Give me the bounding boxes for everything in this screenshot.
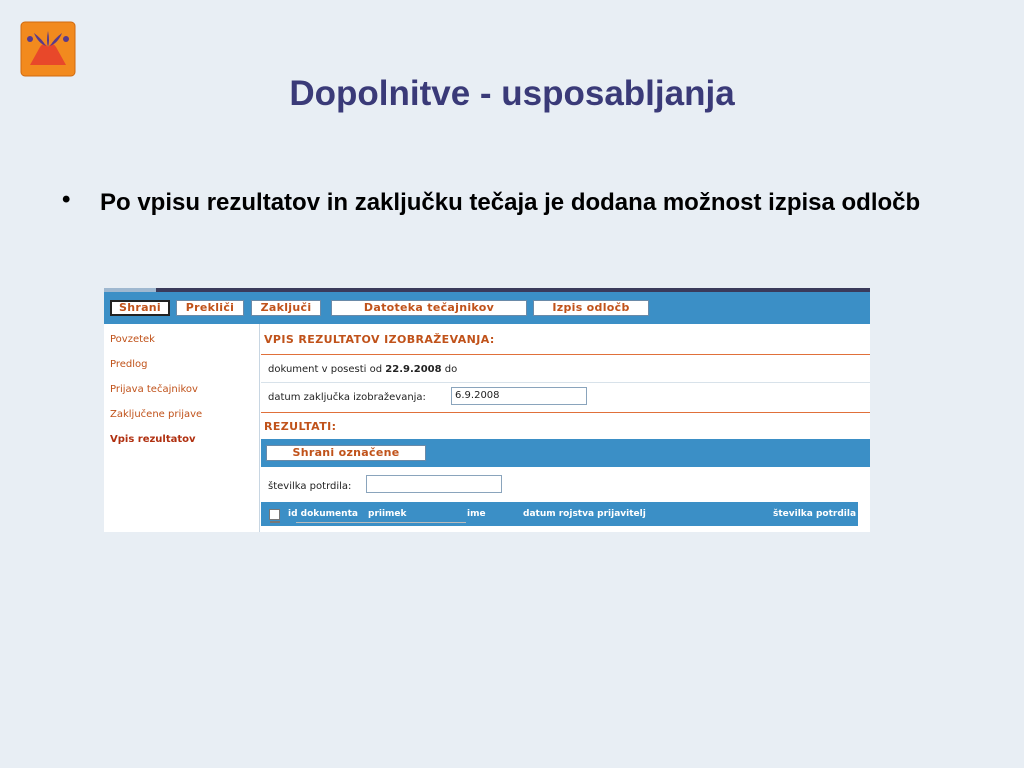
- participants-file-button[interactable]: Datoteka tečajnikov: [331, 300, 527, 316]
- results-toolbar: [261, 439, 870, 467]
- sidebar: [104, 324, 260, 532]
- certificate-number-input[interactable]: [366, 475, 502, 493]
- doc-prefix: dokument v posesti od: [268, 364, 383, 375]
- table-row: [266, 521, 506, 523]
- closing-date-label: datum zaključka izobraževanja:: [268, 392, 426, 403]
- doc-date: 22.9.2008: [385, 364, 442, 375]
- document-possession-row: [268, 364, 457, 375]
- print-decisions-button[interactable]: Izpis odločb: [533, 300, 649, 316]
- sidebar-item-summary[interactable]: Povzetek: [110, 334, 155, 345]
- divider: [261, 382, 870, 383]
- select-all-checkbox[interactable]: [269, 509, 280, 520]
- toolbar: [104, 292, 870, 324]
- sidebar-item-enter-results[interactable]: Vpis rezultatov: [110, 434, 196, 445]
- cancel-button[interactable]: Prekliči: [176, 300, 244, 316]
- section-title: VPIS REZULTATOV IZOBRAŽEVANJA:: [264, 333, 495, 346]
- splash-logo-icon: [20, 21, 76, 77]
- bullet-text: Po vpisu rezultatov in zaključku tečaja je dodana možnost izpisa odločb: [100, 189, 921, 216]
- closing-date-input[interactable]: 6.9.2008: [451, 387, 587, 405]
- column-header-surname[interactable]: priimek: [368, 509, 407, 519]
- sidebar-item-proposal[interactable]: Predlog: [110, 359, 148, 370]
- column-header-certificate-number[interactable]: številka potrdila: [773, 509, 857, 519]
- bullet-marker: •: [62, 186, 71, 213]
- sidebar-item-participant-registration[interactable]: Prijava tečajnikov: [110, 384, 198, 395]
- column-header-document-id[interactable]: id dokumenta: [288, 509, 358, 519]
- certificate-number-label: številka potrdila:: [268, 481, 352, 492]
- bullet-item: [62, 186, 922, 220]
- column-header-name[interactable]: ime: [467, 509, 486, 519]
- doc-suffix: do: [444, 364, 458, 375]
- save-selected-button[interactable]: Shrani označene: [266, 445, 426, 461]
- app-screenshot: [104, 288, 870, 532]
- sidebar-item-closed-registrations[interactable]: Zaključene prijave: [110, 409, 203, 420]
- results-title: REZULTATI:: [264, 420, 337, 433]
- finish-button[interactable]: Zaključi: [251, 300, 321, 316]
- main-panel: [261, 324, 870, 532]
- column-header-birth-date[interactable]: datum rojstva prijavitelj: [523, 509, 646, 519]
- divider: [261, 354, 870, 355]
- save-button[interactable]: Shrani: [110, 300, 170, 316]
- slide-title: Dopolnitve - usposabljanja: [289, 74, 735, 113]
- divider: [261, 412, 870, 413]
